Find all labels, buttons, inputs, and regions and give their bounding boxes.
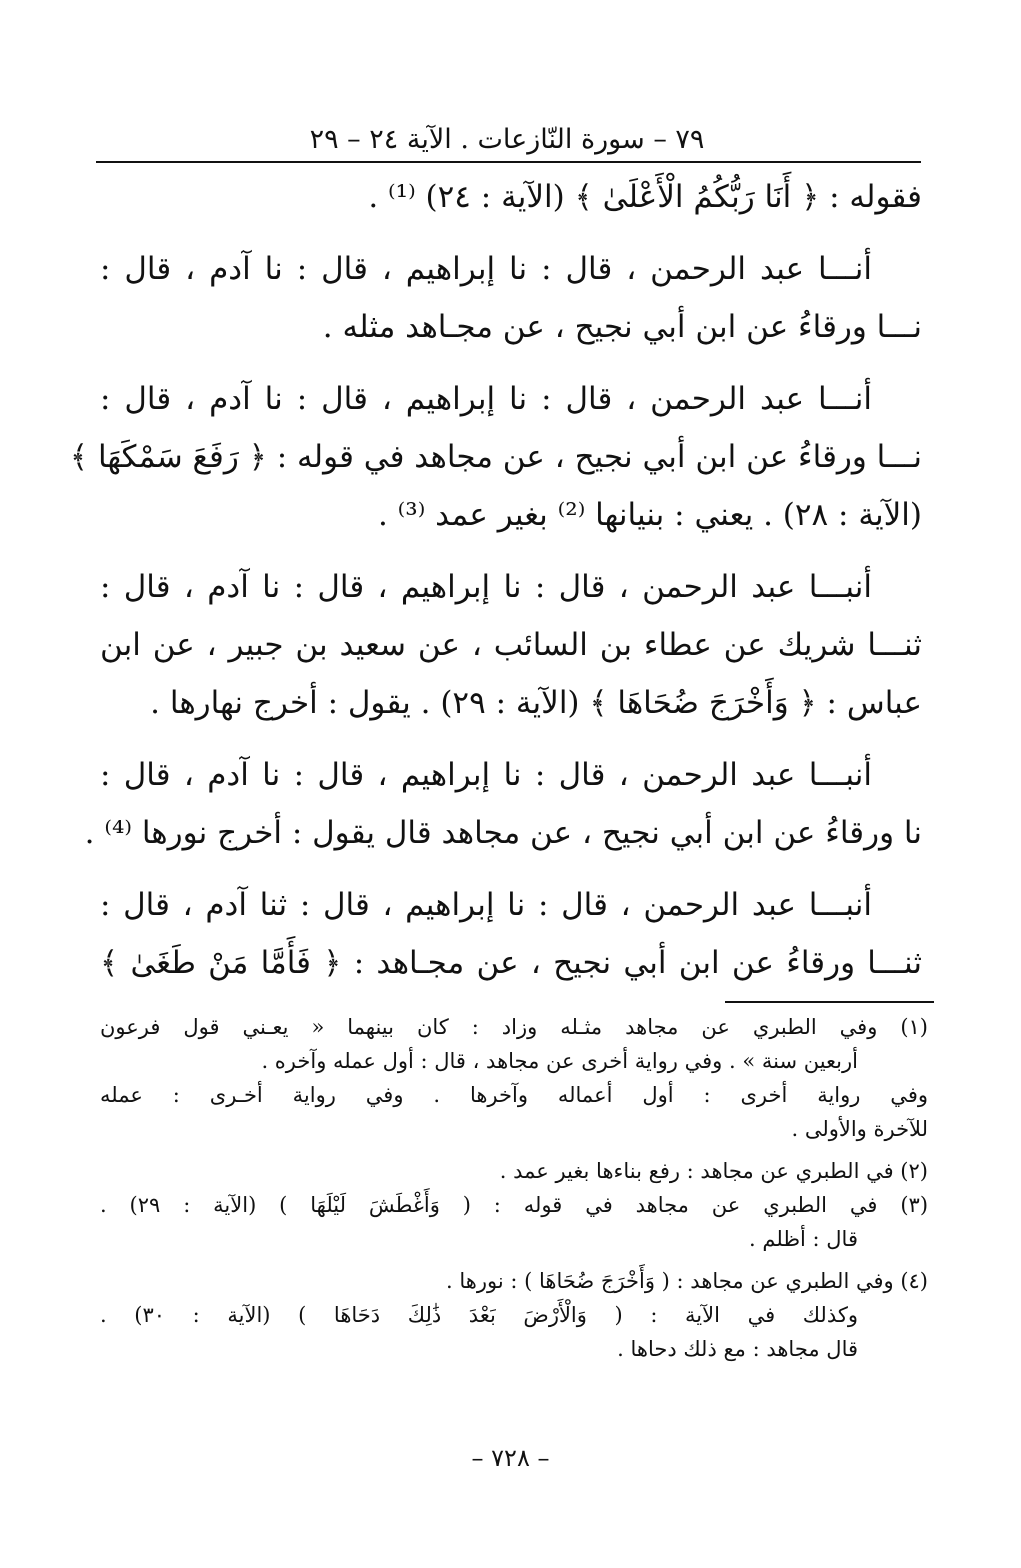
text-line: عباس : ﴿ وَأَخْرَجَ ضُحَاهَا ﴾ (الآية : ٢٩) . يقول : أخرج نهارها . [150, 685, 922, 721]
footnote-line: قال مجاهد : مع ذلك دحاها . [617, 1337, 858, 1361]
text-line: نـــا ورقاءُ عن ابن أبي نجيح ، عن مجـاهد مثله . [322, 309, 922, 345]
text-line: نا ورقاءُ عن ابن أبي نجيح ، عن مجاهد قال يقول : أخرج نورها ⁽⁴⁾ . [84, 815, 922, 851]
text-line: أنبـــا عبد الرحمن ، قال : نا إبراهيم ، قال : ثنا آدم ، قال : [100, 887, 872, 923]
header-divider [96, 161, 921, 163]
footnote-line: أربعين سنة » . وفي رواية أخرى عن مجاهد ، قال : أول عمله وآخره . [261, 1049, 858, 1073]
footnote-line: (٢) في الطبري عن مجاهد : رفع بناءها بغير عمد . [499, 1159, 928, 1183]
footnote-line: (٤) وفي الطبري عن مجاهد : ( وَأَخْرَجَ ضُحَاهَا ) : نورها . [446, 1269, 928, 1293]
text-line: أنبـــا عبد الرحمن ، قال : نا إبراهيم ، قال : نا آدم ، قال : [100, 569, 872, 605]
text-line: ثنـــا شريك عن عطاء بن السائب ، عن سعيد بن جبير ، عن ابن [100, 627, 922, 663]
text-line: أنبـــا عبد الرحمن ، قال : نا إبراهيم ، قال : نا آدم ، قال : [100, 757, 872, 793]
text-line: أنـــا عبد الرحمن ، قال : نا إبراهيم ، قال : نا آدم ، قال : [100, 251, 872, 287]
footnotes [100, 1010, 928, 1366]
running-header: ٧٩ – سورة النّازعات . الآية ٢٤ – ٢٩ [309, 124, 705, 155]
page-number: – ٧٢٨ – [471, 1444, 550, 1472]
footnote-line: قال : أظلم . [749, 1227, 858, 1251]
footnote-line: (٣) في الطبري عن مجاهد في قوله : ( وَأَغْطَشَ لَيْلَهَا ) (الآية : ٢٩) . [100, 1193, 929, 1217]
main-text [69, 168, 922, 992]
text-line: أنـــا عبد الرحمن ، قال : نا إبراهيم ، قال : نا آدم ، قال : [100, 381, 872, 417]
footnote-divider [725, 1001, 934, 1003]
footnote-line: وكذلك في الآية : ( وَالْأَرْضَ بَعْدَ ذَٰلِكَ دَحَاهَا ) (الآية : ٣٠) . [100, 1303, 858, 1327]
text-line: نـــا ورقاءُ عن ابن أبي نجيح ، عن مجاهد في قوله : ﴿ رَفَعَ سَمْكَهَا ﴾ [69, 439, 922, 475]
text-line: فقوله : ﴿ أَنَا رَبُّكُمُ الْأَعْلَىٰ ﴾ (الآية : ٢٤) ⁽¹⁾ . [368, 179, 922, 215]
footnote-line: للآخرة والأولى . [791, 1117, 928, 1141]
text-line: (الآية : ٢٨) . يعني : بنيانها ⁽²⁾ بغير عمد ⁽³⁾ . [377, 497, 922, 533]
text-line: ثنـــا ورقاءُ عن ابن أبي نجيح ، عن مجـاهد : ﴿ فَأَمَّا مَنْ طَغَىٰ ﴾ [100, 945, 922, 981]
footnote-line: (١) وفي الطبري عن مجاهد مثـله وزاد : كان بينهما « يعـني قول فرعون [100, 1015, 928, 1039]
footnote-line: وفي رواية أخرى : أول أعماله وآخرها . وفي رواية أخـرى : عمله [100, 1083, 928, 1107]
